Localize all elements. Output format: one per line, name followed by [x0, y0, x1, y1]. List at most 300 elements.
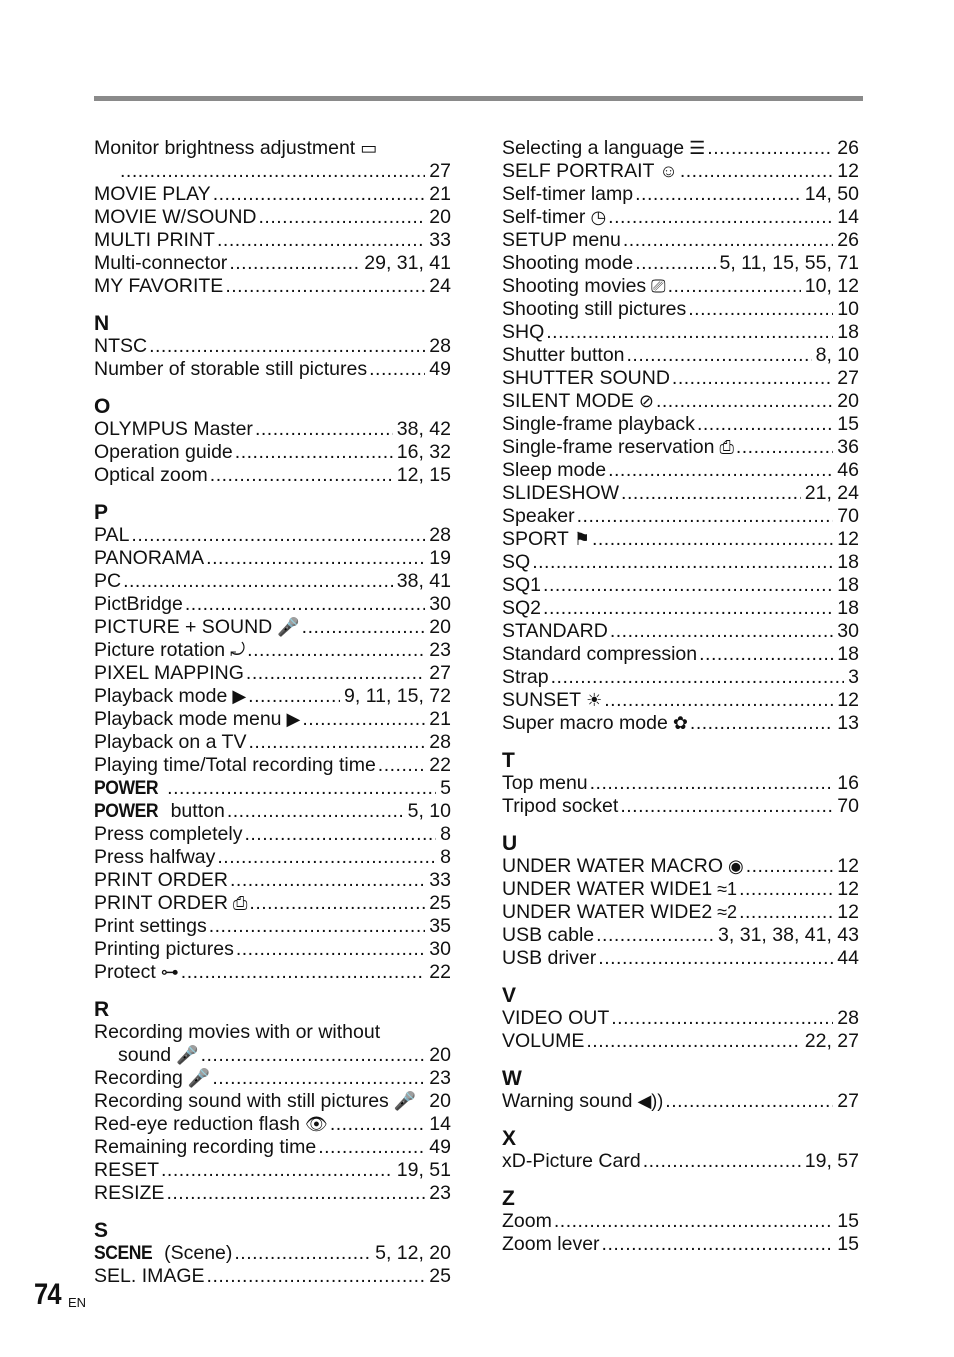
- entry-pages: 20: [429, 206, 451, 228]
- entry-pages: 19, 57: [804, 1150, 859, 1172]
- entry-pages: 20: [429, 616, 451, 638]
- entry-term: Red-eye reduction flash: [94, 1113, 300, 1135]
- dot-leader: [120, 160, 425, 183]
- entry-pages: 21, 24: [804, 482, 859, 504]
- entry-term: Self-timer: [502, 206, 586, 228]
- entry-pages: 30: [429, 593, 451, 615]
- index-entry: [502, 321, 859, 344]
- entry-term: Shooting mode: [502, 252, 634, 274]
- entry-term: SQ: [502, 551, 531, 573]
- entry-term: Speaker: [502, 505, 575, 527]
- dot-leader: [668, 275, 801, 298]
- index-entry: [502, 137, 859, 160]
- entry-pages: 12: [837, 901, 859, 923]
- entry-pages: 49: [429, 358, 451, 380]
- entry-pages: 18: [837, 574, 859, 596]
- index-entry: [502, 689, 859, 712]
- entry-term: Strap: [502, 666, 549, 688]
- entry-pages: 20: [837, 390, 859, 412]
- entry-term: POWER: [94, 800, 159, 822]
- entry-term-suffix: button: [165, 800, 225, 822]
- entry-term: Printing pictures: [94, 938, 234, 960]
- mode-icon: ☰: [689, 138, 706, 158]
- mode-icon: ⤾: [230, 640, 246, 660]
- dot-leader: [739, 901, 833, 924]
- entry-pages: 33: [429, 869, 451, 891]
- index-entry: [94, 1044, 451, 1067]
- entry-term: SETUP menu: [502, 229, 621, 251]
- entry-pages: 12: [837, 160, 859, 182]
- entry-pages: 33: [429, 229, 451, 251]
- entry-pages: 30: [837, 620, 859, 642]
- index-column-right: [502, 137, 859, 1256]
- header-rule: [94, 96, 863, 101]
- dot-leader: [236, 938, 425, 961]
- index-entry: [502, 275, 859, 298]
- entry-term: PICTURE + SOUND: [94, 616, 273, 638]
- entry-pages: 44: [837, 947, 859, 969]
- dot-leader: [131, 524, 425, 547]
- dot-leader: [672, 367, 833, 390]
- entry-term: SHQ: [502, 321, 545, 343]
- mode-icon: 👁: [304, 1114, 328, 1134]
- mode-icon: ⎙: [233, 893, 248, 913]
- dot-leader: [604, 689, 833, 712]
- entry-pages: 18: [837, 643, 859, 665]
- entry-term: PC: [94, 570, 122, 592]
- index-entry: [502, 772, 859, 795]
- index-entry: [94, 335, 451, 358]
- index-entry: [502, 924, 859, 947]
- dot-leader: [627, 344, 812, 367]
- dot-leader: [621, 482, 801, 505]
- index-entry: [94, 547, 451, 570]
- entry-term: MULTI PRINT: [94, 229, 215, 251]
- index-entry: [502, 597, 859, 620]
- dot-leader: [546, 321, 833, 344]
- entry-term: Playing time/Total recording time: [94, 754, 376, 776]
- mode-icon: ▶: [232, 686, 247, 706]
- index-entry: [502, 643, 859, 666]
- index-entry: [502, 252, 859, 275]
- index-letter-heading: O: [94, 395, 111, 418]
- entry-term: SLIDESHOW: [502, 482, 620, 504]
- entry-term: Super macro mode: [502, 712, 668, 734]
- dot-leader: [586, 1030, 800, 1053]
- mode-icon: ✿: [672, 713, 688, 733]
- dot-leader: [229, 252, 360, 275]
- entry-pages: 22: [429, 961, 451, 983]
- dot-leader: [318, 1136, 425, 1159]
- index-entry: [94, 1067, 451, 1090]
- index-letter-heading: R: [94, 998, 110, 1021]
- index-letter-heading: S: [94, 1219, 109, 1242]
- entry-term: SHUTTER SOUND: [502, 367, 670, 389]
- index-entry: [502, 1007, 859, 1030]
- index-entry: [94, 593, 451, 616]
- entry-pages: 27: [837, 1090, 859, 1112]
- dot-leader: [736, 436, 833, 459]
- dot-leader: [161, 1159, 393, 1182]
- dot-leader: [244, 823, 436, 846]
- entry-pages: 21: [429, 183, 451, 205]
- entry-pages: 14, 50: [804, 183, 859, 205]
- entry-term: Recording: [94, 1067, 183, 1089]
- index-entry: [94, 1265, 451, 1288]
- entry-pages: 70: [837, 795, 859, 817]
- index-entry: [502, 1090, 859, 1113]
- index-entry: [502, 390, 859, 413]
- index-entry: [94, 160, 451, 183]
- entry-term: Playback mode menu: [94, 708, 282, 730]
- entry-term: Playback on a TV: [94, 731, 247, 753]
- index-entry: [502, 712, 859, 735]
- entry-term: Number of storable still pictures: [94, 358, 368, 380]
- dot-leader: [302, 616, 426, 639]
- dot-leader: [247, 639, 425, 662]
- entry-term: sound: [118, 1044, 172, 1066]
- dot-leader: [207, 1265, 426, 1288]
- index-column-left: [94, 137, 451, 1288]
- entry-term: UNDER WATER MACRO: [502, 855, 723, 877]
- dot-leader: [577, 505, 834, 528]
- index-letter-heading: U: [502, 832, 518, 855]
- index-entry: [94, 1159, 451, 1182]
- entry-term: Sleep mode: [502, 459, 607, 481]
- dot-leader: [302, 708, 425, 731]
- entry-pages: 5, 11, 15, 55, 71: [719, 252, 859, 274]
- entry-term: Operation guide: [94, 441, 233, 463]
- mode-icon: ⎚: [651, 276, 666, 296]
- dot-leader: [665, 1090, 833, 1113]
- dot-leader: [209, 915, 426, 938]
- entry-term: PIXEL MAPPING: [94, 662, 244, 684]
- entry-pages: 22, 27: [804, 1030, 859, 1052]
- index-letter-heading: N: [94, 312, 110, 335]
- entry-pages: 18: [837, 321, 859, 343]
- entry-term: Selecting a language: [502, 137, 685, 159]
- dot-leader: [620, 795, 833, 818]
- index-entry: [94, 1021, 451, 1044]
- entry-term: MOVIE W/SOUND: [94, 206, 257, 228]
- index-letter-heading: Z: [502, 1187, 515, 1210]
- index-letter-heading: X: [502, 1127, 517, 1150]
- entry-pages: 16: [837, 772, 859, 794]
- entry-term: MY FAVORITE: [94, 275, 224, 297]
- entry-term: Standard compression: [502, 643, 698, 665]
- entry-pages: 46: [837, 459, 859, 481]
- entry-pages: 12, 15: [396, 464, 451, 486]
- dot-leader: [551, 666, 845, 689]
- index-entry: [94, 1090, 451, 1113]
- entry-term: SUNSET: [502, 689, 582, 711]
- index-entry: [502, 901, 859, 924]
- dot-leader: [608, 206, 833, 229]
- entry-term: SILENT MODE: [502, 390, 634, 412]
- entry-term: SQ2: [502, 597, 542, 619]
- dot-leader: [378, 754, 426, 777]
- entry-pages: 8, 10: [815, 344, 859, 366]
- index-entry: [94, 800, 451, 823]
- entry-term: USB cable: [502, 924, 595, 946]
- entry-term: Top menu: [502, 772, 588, 794]
- entry-term: Monitor brightness adjustment: [94, 137, 356, 159]
- mode-icon: ◉: [728, 856, 744, 876]
- entry-pages: 3: [848, 666, 859, 688]
- mode-icon: 🎤: [187, 1068, 211, 1088]
- entry-pages: 28: [429, 731, 451, 753]
- entry-pages: 70: [837, 505, 859, 527]
- dot-leader: [688, 298, 833, 321]
- entry-pages: 19: [429, 547, 451, 569]
- index-entry: [94, 1182, 451, 1205]
- entry-term: Multi-connector: [94, 252, 228, 274]
- dot-leader: [643, 1150, 801, 1173]
- dot-leader: [602, 1233, 834, 1256]
- index-entry: [502, 344, 859, 367]
- mode-icon: ⊘: [638, 391, 654, 411]
- entry-pages: 10, 12: [804, 275, 859, 297]
- mode-icon: ▭: [360, 138, 378, 158]
- index-entry: [502, 436, 859, 459]
- entry-term: MOVIE PLAY: [94, 183, 211, 205]
- entry-term: SCENE: [94, 1242, 153, 1264]
- entry-term: xD-Picture Card: [502, 1150, 641, 1172]
- dot-leader: [259, 206, 426, 229]
- dot-leader: [739, 878, 833, 901]
- entry-pages: 9, 11, 15, 72: [344, 685, 451, 707]
- index-entry: [502, 947, 859, 970]
- entry-term: Single-frame reservation: [502, 436, 715, 458]
- mode-icon: ⚑: [573, 529, 590, 549]
- dot-leader: [166, 1182, 425, 1205]
- dot-leader: [543, 597, 833, 620]
- index-entry: [502, 855, 859, 878]
- entry-term: Optical zoom: [94, 464, 208, 486]
- entry-pages: 15: [837, 1233, 859, 1255]
- language-code: EN: [68, 1295, 87, 1310]
- dot-leader: [248, 731, 425, 754]
- entry-pages: 38, 42: [396, 418, 451, 440]
- index-entry: [502, 551, 859, 574]
- index-entry: [502, 482, 859, 505]
- index-entry: [94, 961, 451, 984]
- index-entry: [502, 620, 859, 643]
- dot-leader: [255, 418, 393, 441]
- entry-pages: 36: [837, 436, 859, 458]
- entry-pages: 5: [440, 777, 451, 799]
- index-entry: [502, 160, 859, 183]
- entry-term: PAL: [94, 524, 130, 546]
- index-entry: [502, 298, 859, 321]
- index-entry: [94, 639, 451, 662]
- entry-pages: 26: [837, 229, 859, 251]
- index-entry: [94, 777, 451, 800]
- entry-pages: 18: [837, 551, 859, 573]
- entry-pages: 8: [440, 823, 451, 845]
- dot-leader: [707, 137, 833, 160]
- entry-pages: 25: [429, 1265, 451, 1287]
- dot-leader: [369, 358, 425, 381]
- dot-leader: [206, 547, 425, 570]
- mode-icon: ≈2: [717, 902, 738, 922]
- mode-icon: ☺: [659, 161, 678, 181]
- dot-leader: [611, 1007, 833, 1030]
- index-entry: [94, 1113, 451, 1136]
- entry-term: USB driver: [502, 947, 597, 969]
- index-entry: [94, 183, 451, 206]
- index-entry: [502, 229, 859, 252]
- entry-term: Zoom: [502, 1210, 552, 1232]
- entry-term: Shutter button: [502, 344, 625, 366]
- index-entry: [94, 869, 451, 892]
- dot-leader: [234, 1242, 371, 1265]
- index-entry: [94, 823, 451, 846]
- index-letter-heading: T: [502, 749, 515, 772]
- entry-term: Zoom lever: [502, 1233, 600, 1255]
- mode-icon: ◷: [590, 207, 607, 227]
- entry-term: SEL. IMAGE: [94, 1265, 205, 1287]
- entry-pages: 24: [429, 275, 451, 297]
- entry-pages: 13: [837, 712, 859, 734]
- mode-icon: 🎤: [277, 617, 300, 637]
- dot-leader: [635, 183, 801, 206]
- entry-pages: 23: [429, 1182, 451, 1204]
- entry-term: NTSC: [94, 335, 148, 357]
- entry-term: VIDEO OUT: [502, 1007, 610, 1029]
- entry-pages: 14: [429, 1113, 451, 1135]
- entry-term: SELF PORTRAIT: [502, 160, 655, 182]
- dot-leader: [330, 1113, 425, 1136]
- index-entry: [94, 524, 451, 547]
- entry-pages: 21: [429, 708, 451, 730]
- entry-pages: 15: [837, 1210, 859, 1232]
- index-entry: [94, 616, 451, 639]
- dot-leader: [248, 685, 340, 708]
- index-entry: [502, 1030, 859, 1053]
- entry-term: Self-timer lamp: [502, 183, 634, 205]
- entry-pages: 12: [837, 689, 859, 711]
- entry-pages: 29, 31, 41: [364, 252, 451, 274]
- dot-leader: [210, 464, 393, 487]
- dot-leader: [699, 643, 833, 666]
- entry-pages: 23: [429, 1067, 451, 1089]
- dot-leader: [185, 593, 425, 616]
- entry-term: Press halfway: [94, 846, 216, 868]
- dot-leader: [635, 252, 715, 275]
- dot-leader: [592, 528, 833, 551]
- index-entry: [94, 252, 451, 275]
- entry-pages: 49: [429, 1136, 451, 1158]
- index-entry: [94, 754, 451, 777]
- entry-pages: 23: [429, 639, 451, 661]
- index-entry: [94, 229, 451, 252]
- entry-term: SPORT: [502, 528, 569, 550]
- entry-term: Warning sound: [502, 1090, 633, 1112]
- index-entry: [94, 206, 451, 229]
- entry-pages: 25: [429, 892, 451, 914]
- entry-pages: 28: [429, 335, 451, 357]
- dot-leader: [181, 961, 426, 984]
- dot-leader: [235, 441, 393, 464]
- index-entry: [502, 528, 859, 551]
- dot-leader: [596, 924, 714, 947]
- mode-icon: ⎙: [719, 437, 734, 457]
- dot-leader: [225, 275, 425, 298]
- index-entry: [94, 570, 451, 593]
- entry-pages: 20: [429, 1044, 451, 1066]
- dot-leader: [227, 800, 404, 823]
- index-entry: [502, 878, 859, 901]
- dot-leader: [608, 459, 833, 482]
- entry-term: Picture rotation: [94, 639, 226, 661]
- entry-pages: 12: [837, 528, 859, 550]
- index-entry: [502, 1210, 859, 1233]
- entry-pages: 5, 10: [407, 800, 451, 822]
- index-entry: [94, 662, 451, 685]
- entry-pages: 27: [429, 160, 451, 182]
- index-entry: [502, 459, 859, 482]
- index-entry: [502, 183, 859, 206]
- index-entry: [94, 685, 451, 708]
- dot-leader: [246, 662, 425, 685]
- entry-term: Protect: [94, 961, 156, 983]
- entry-pages: 12: [837, 855, 859, 877]
- dot-leader: [680, 160, 833, 183]
- entry-term: POWER: [94, 777, 159, 799]
- index-entry: [502, 1150, 859, 1173]
- entry-pages: 12: [837, 878, 859, 900]
- entry-term: OLYMPUS Master: [94, 418, 253, 440]
- entry-term: Recording sound with still pictures: [94, 1090, 389, 1112]
- index-entry: [502, 795, 859, 818]
- entry-term: UNDER WATER WIDE1: [502, 878, 713, 900]
- entry-term: Tripod socket: [502, 795, 619, 817]
- mode-icon: 🎤: [393, 1091, 417, 1111]
- entry-term: SQ1: [502, 574, 542, 596]
- entry-term: PRINT ORDER: [94, 892, 228, 914]
- index-entry: [94, 275, 451, 298]
- entry-pages: 28: [429, 524, 451, 546]
- index-entry: [502, 505, 859, 528]
- dot-leader: [149, 335, 425, 358]
- entry-pages: 14: [837, 206, 859, 228]
- index-entry: [94, 441, 451, 464]
- dot-leader: [623, 229, 833, 252]
- entry-pages: 35: [429, 915, 451, 937]
- index-entry: [94, 915, 451, 938]
- index-entry: [94, 846, 451, 869]
- dot-leader: [656, 390, 833, 413]
- dot-leader: [217, 229, 425, 252]
- mode-icon: ◀)): [637, 1091, 664, 1111]
- entry-pages: 28: [837, 1007, 859, 1029]
- entry-pages: 30: [429, 938, 451, 960]
- dot-leader: [230, 869, 425, 892]
- entry-pages: 3, 31, 38, 41, 43: [718, 924, 859, 946]
- entry-pages: 18: [837, 597, 859, 619]
- index-entry: [502, 367, 859, 390]
- page-number: 74: [34, 1278, 61, 1311]
- dot-leader: [690, 712, 833, 735]
- index-entry: [94, 938, 451, 961]
- dot-leader: [217, 846, 436, 869]
- dot-leader: [249, 892, 425, 915]
- entry-term: Remaining recording time: [94, 1136, 317, 1158]
- entry-term: PRINT ORDER: [94, 869, 228, 891]
- dot-leader: [697, 413, 833, 436]
- entry-pages: 26: [837, 137, 859, 159]
